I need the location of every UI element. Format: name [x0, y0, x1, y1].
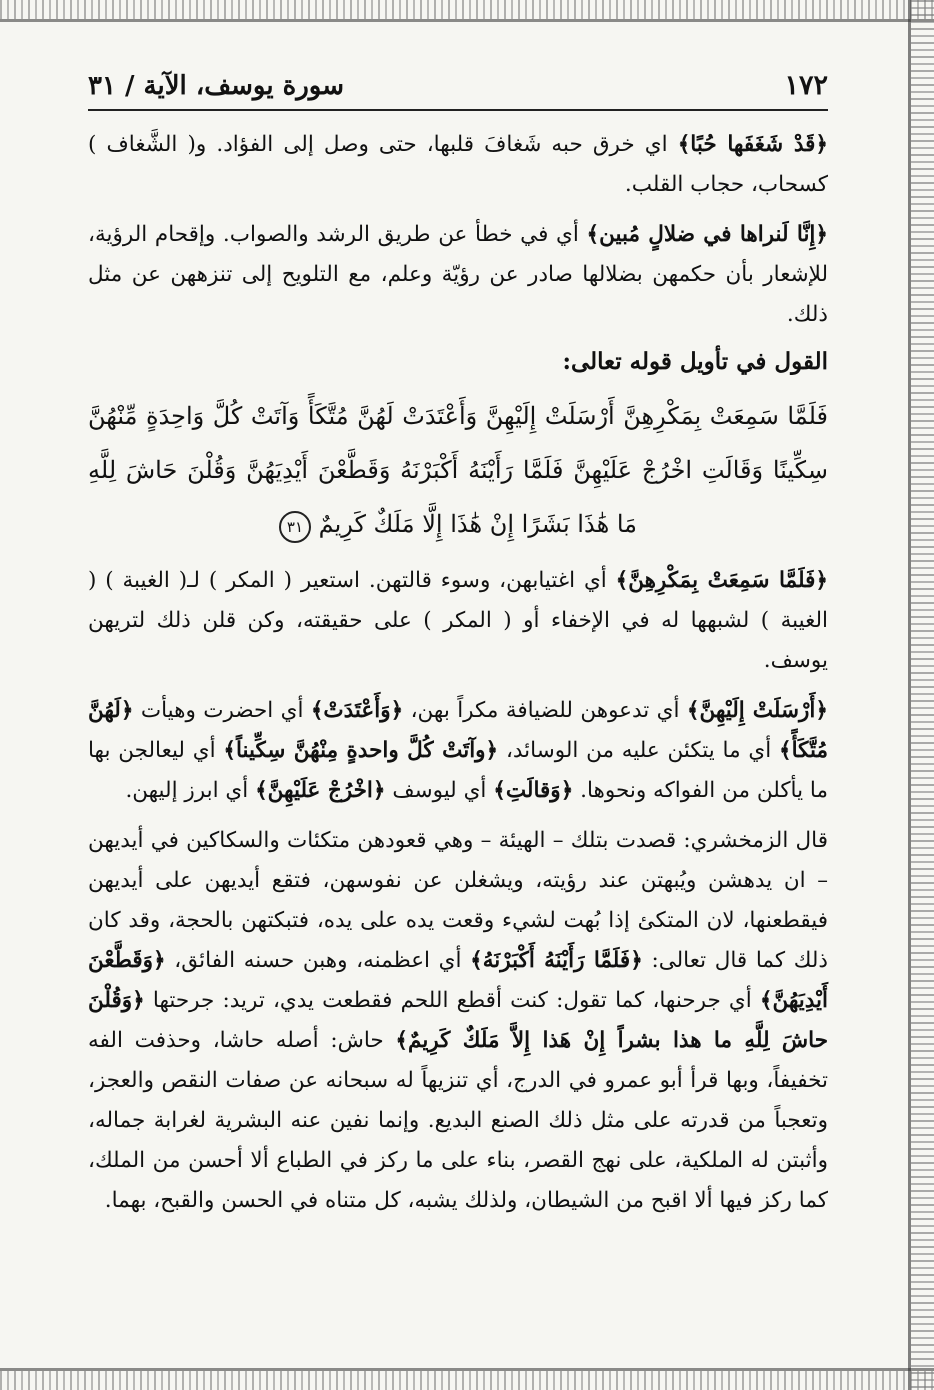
page-number: ١٧٢ [784, 70, 828, 101]
quran-verse-text: فَلَمَّا سَمِعَتْ بِمَكْرِهِنَّ أَرْسَلَتْ إِلَيْهِنَّ وَأَعْتَدَتْ لَهُنَّ مُتَّكَأً وَآتَتْ كُلَّ وَاحِدَةٍ مِّنْهُنَّ سِكِّينًا وَقَالَتِ اخْرُجْ عَلَيْهِنَّ فَلَمَّا رَأَيْنَهُ أَكْبَرْنَهُ وَقَطَّعْنَ أَيْدِيَهُنَّ وَقُلْنَ حَاشَ لِلَّهِ مَا هَٰذَا بَشَرًا إِنْ هَٰذَا إِلَّا مَلَكٌ كَرِيمٌ [88, 402, 828, 538]
top-border-ornament [0, 0, 934, 22]
commentary-text: أي اغتيابهن، وسوء قالتهن. استعير ( المكر ) لـ( الغيبة ) ( الغيبة ) لشبهها له في الإخفاء أو ( المكر ) على حقيقته، وكن قلن ذلك لتريهن يوسف. [88, 568, 828, 673]
commentary-text: أي ليعالجن بها ما يأكلن من الفواكه ونحوها. [88, 738, 828, 803]
bottom-border-ornament [0, 1368, 934, 1390]
commentary-text: أي ابرز إليهن. [125, 778, 256, 803]
verse-number-mark: ٣١ [279, 511, 311, 543]
quran-quote: ﴿وآتَتْ كُلَّ واحدةٍ مِنْهُنَّ سِكِّيناً﴾ [223, 738, 499, 763]
paragraph-4 [88, 691, 828, 811]
running-title: سورة يوسف، الآية / ٣١ [88, 71, 345, 101]
quran-quote: ﴿إِنَّا لَنراها في ضلالٍ مُبين﴾ [586, 222, 828, 247]
quran-quote: ﴿فَلَمَّا رَأَيْنَهُ أَكْبَرْنَهُ﴾ [470, 948, 643, 973]
page-header [88, 70, 828, 111]
commentary-text: أي اعظمنه، وهبن حسنه الفائق، [165, 948, 471, 973]
commentary-text: أي ليوسف [385, 778, 494, 803]
quran-quote: ﴿وَقَطَّعْنَ أَيْدِيَهُنَّ﴾ [88, 948, 828, 1013]
paragraph-1 [88, 125, 828, 205]
quran-quote: ﴿وَأَعْتَدَتْ﴾ [310, 698, 404, 723]
quran-quote: ﴿اخْرُجْ عَلَيْهِنَّ﴾ [255, 778, 386, 803]
quran-quote: ﴿فَلَمَّا سَمِعَتْ بِمَكْرِهِنَّ﴾ [615, 568, 828, 593]
quran-quote: ﴿وَقالَتِ﴾ [493, 778, 574, 803]
side-border-ornament [908, 0, 934, 1390]
section-heading: القول في تأويل قوله تعالى: [562, 348, 828, 375]
quran-quote: ﴿وَقُلْنَ حاشَ لِلَّهِ ما هذا بشراً إِنْ هَذا إِلاَّ مَلَكٌ كَرِيمٌ﴾ [88, 988, 828, 1053]
commentary-text: اي خرق حبه شَغافَ قلبها، حتى وصل إلى الفؤاد. و( الشَّغاف ) كسحاب، حجاب القلب. [88, 132, 828, 197]
paragraph-3 [88, 561, 828, 681]
commentary-text: أي جرحنها، كما تقول: كنت أقطع اللحم فقطعت يدي، تريد: جرحتها [144, 988, 760, 1013]
quran-quote: ﴿قَدْ شَغَفَها حُبًا﴾ [677, 132, 828, 157]
quran-quote: ﴿لَهُنَّ مُتَّكَأً﴾ [88, 698, 828, 763]
paragraph-2 [88, 215, 828, 335]
quran-quote: ﴿أَرْسَلَتْ إِلَيْهِنَّ﴾ [686, 698, 828, 723]
commentary-text: قال الزمخشري: قصدت بتلك – الهيئة – وهي قعودهن متكئات والسكاكين في أيديهن – ان يدهشن ويُبهتن عند رؤيته، ويشغلن عن نفوسهن، فتقع أيديهن على أيديهن فيقطعنها، لان المتكئ إذا بُهت لشيء وقعت يده على يده، فتبكتهن بالحجة، وقد كان ذلك كما قال تعالى: [88, 828, 829, 973]
commentary-text: أي ما يتكئن عليه من الوسائد، [498, 738, 779, 763]
commentary-text: أي تدعوهن للضيافة مكراً بهن، [403, 698, 687, 723]
paragraph-5 [88, 821, 828, 1221]
page-content [88, 70, 828, 1221]
commentary-text: حاش: أصله حاشا، وحذفت الفه تخفيفاً، وبها قرأ أبو عمرو في الدرج، أي تنزيهاً له سبحانه عن صفات النقص والعجز، وتعجباً من قدرته على مثل ذلك الصنع البديع. وإنما نفين عنه البشرية لغرابة جماله، وأثبتن له الملكية، على نهج القصر، بناء على ما ركز في الطباع ألا أحسن من الملك، كما ركز فيها ألا اقبح من الشيطان، ولذلك يشبه، كل متناه في الحسن والقبح، بهما. [88, 1028, 828, 1213]
commentary-text: أي احضرت وهيأت [133, 698, 311, 723]
quran-verse-block [88, 389, 828, 551]
commentary-text: أي في خطأ عن طريق الرشد والصواب. وإقحام الرؤية، للإشعار بأن حكمهن بضلالها صادر عن رؤيّة وعلم، مع التلويح إلى تنزههن عن مثل ذلك. [88, 222, 828, 327]
